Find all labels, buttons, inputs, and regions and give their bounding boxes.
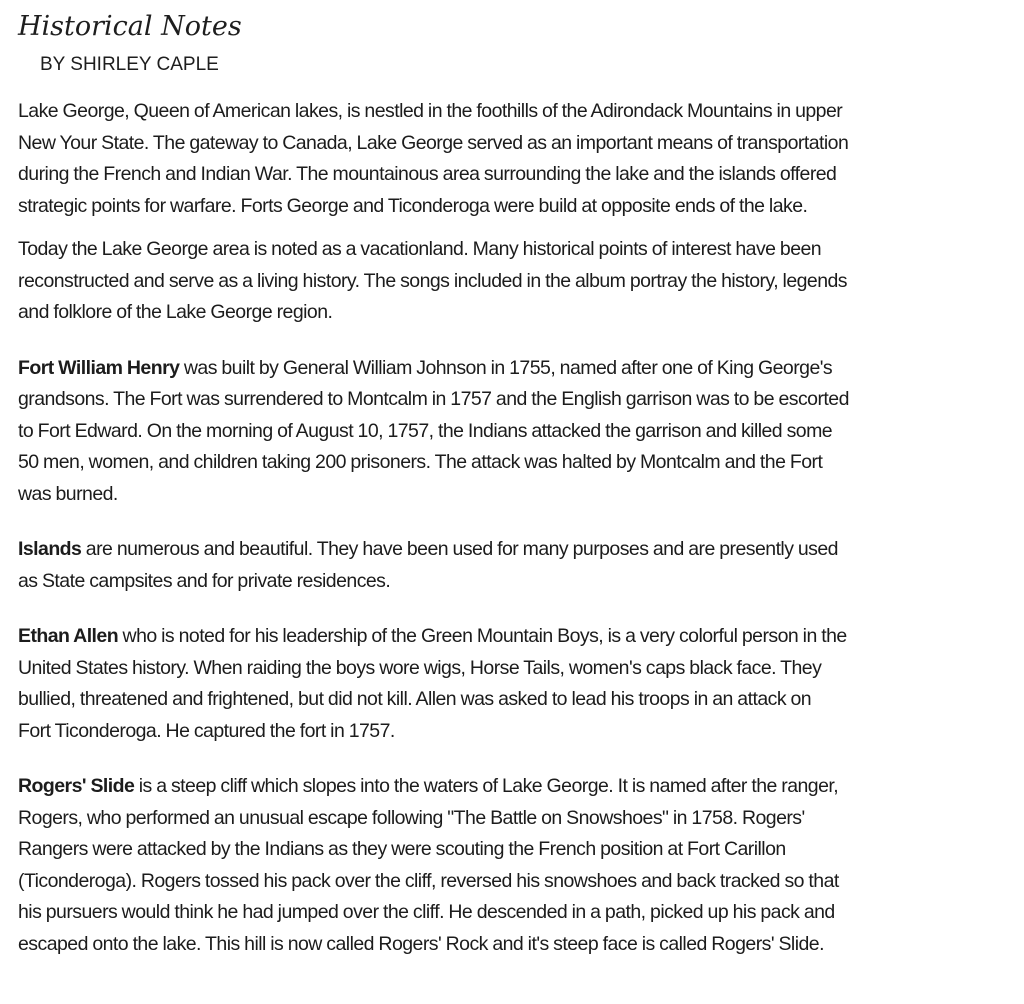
text-line: United States history. When raiding the boys wore wigs, Horse Tails, women's caps black face. They: [18, 656, 822, 679]
text-run: is a steep cliff which slopes into the waters of Lake George. It is named after the ranger,: [134, 775, 839, 797]
paragraph-gap: [18, 329, 1008, 353]
text-line: Lake George, Queen of American lakes, is nestled in the foothills of the Adirondack Mountains in upper: [18, 100, 843, 122]
text-line: escaped onto the lake. This hill is now called Rogers' Rock and it's steep face is called Rogers' Slide.: [18, 932, 824, 955]
paragraph-islands: [18, 534, 1008, 597]
paragraph-ethan-allen: [18, 621, 1008, 747]
text-line: during the French and Indian War. The mountainous area surrounding the lake and the islands offered: [18, 163, 837, 185]
text-line: [18, 621, 1008, 653]
text-line: Rogers, who performed an unusual escape following "The Battle on Snowshoes" in 1758. Rogers': [18, 806, 805, 829]
text-line: and folklore of the Lake George region.: [18, 301, 333, 323]
paragraph-lead: Rogers' Slide: [18, 775, 135, 797]
paragraph-gap: [18, 222, 1008, 234]
text-line: Rangers were attacked by the Indians as they were scouting the French position at Fort Carillon: [18, 838, 786, 860]
paragraph-vacationland: [18, 234, 1008, 329]
page-title: Historical Notes: [18, 11, 242, 42]
text-line: (Ticonderoga). Rogers tossed his pack over the cliff, reversed his snowshoes and back tracked so that: [18, 869, 839, 892]
text-line: 50 men, women, and children taking 200 prisoners. The attack was halted by Montcalm and the Fort: [18, 451, 823, 473]
text-line: as State campsites and for private residences.: [18, 569, 391, 592]
paragraph-lead: Ethan Allen: [18, 625, 119, 647]
paragraph-fort-william-henry: [18, 353, 1008, 511]
text-line: to Fort Edward. On the morning of August 10, 1757, the Indians attacked the garrison and killed some: [18, 419, 833, 442]
author-byline: BY SHIRLEY CAPLE: [40, 54, 219, 75]
paragraph-lead: Fort William Henry: [18, 356, 180, 379]
text-line: reconstructed and serve as a living history. The songs included in the album portray the history, legends: [18, 269, 848, 292]
text-run: are numerous and beautiful. They have been used for many purposes and are presently used: [81, 538, 838, 560]
text-line: strategic points for warfare. Forts George and Ticonderoga were build at opposite ends of the lake.: [18, 194, 808, 217]
text-line: Fort Ticonderoga. He captured the fort in 1757.: [18, 719, 395, 742]
paragraph-gap: [18, 510, 1008, 534]
text-line: Today the Lake George area is noted as a vacationland. Many historical points of interest have been: [18, 238, 822, 260]
paragraph-lake-george: [18, 96, 1008, 222]
text-line: his pursuers would think he had jumped over the cliff. He descended in a path, picked up his pack and: [18, 901, 835, 923]
text-line: New Your State. The gateway to Canada, Lake George served as an important means of transportation: [18, 131, 849, 154]
text-run: was built by General William Johnson in 1755, named after one of King George's: [179, 356, 833, 379]
text-line: bullied, threatened and frightened, but did not kill. Allen was asked to lead his troops in an attack on: [18, 688, 812, 710]
paragraph-gap: [18, 747, 1008, 771]
text-line: was burned.: [18, 482, 118, 505]
paragraph-rogers-slide: [18, 771, 1008, 960]
text-line: [18, 353, 1008, 385]
paragraph-gap: [18, 597, 1008, 621]
text-line: [18, 771, 1008, 803]
text-run: who is noted for his leadership of the Green Mountain Boys, is a very colorful person in the: [118, 625, 847, 647]
article-body: [18, 96, 1008, 960]
paragraph-lead: Islands: [18, 538, 82, 560]
text-line: grandsons. The Fort was surrendered to Montcalm in 1757 and the English garrison was to be escorted: [18, 388, 849, 410]
text-line: [18, 534, 1008, 566]
